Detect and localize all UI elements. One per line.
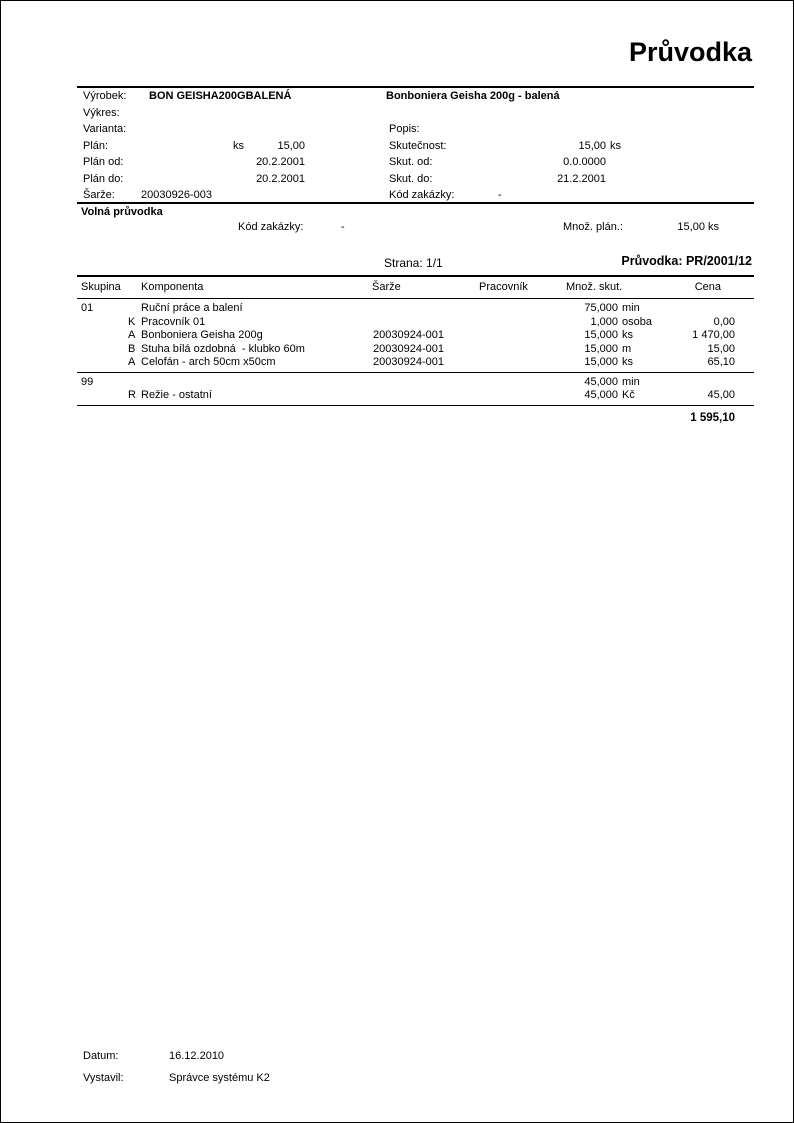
- table-header-row: [77, 277, 754, 299]
- cell-komponenta: Ruční práce a balení: [141, 302, 243, 314]
- header-row-plan: [77, 138, 754, 155]
- cell-skupina: 99: [81, 375, 94, 388]
- plan-label: Plán:: [83, 139, 109, 152]
- header-info-panel: [77, 86, 754, 204]
- report-footer: [77, 1045, 477, 1089]
- cell-mnoz-skut: 45,000: [584, 375, 618, 388]
- cell-mnoz-skut: 1,000: [590, 315, 618, 328]
- cell-jednotka: min: [622, 302, 640, 314]
- components-table: [77, 275, 754, 430]
- skut-do-label: Skut. do:: [389, 172, 433, 185]
- pruvodka-number: Průvodka: PR/2001/12: [621, 254, 752, 268]
- cell-typ: R: [128, 389, 136, 401]
- cell-jednotka: ks: [622, 356, 633, 368]
- varianta-label: Varianta:: [83, 123, 127, 135]
- cell-mnoz-skut: 15,000: [584, 329, 618, 341]
- mnoz-plan-label: Množ. plán.:: [563, 221, 623, 233]
- cell-mnoz-skut: 75,000: [584, 302, 618, 314]
- table-row: [77, 316, 754, 330]
- volna-heading: Volná průvodka: [81, 206, 163, 218]
- cell-komponenta: Stuha bílá ozdobná - klubko 60m: [141, 342, 305, 355]
- cell-typ: A: [128, 329, 136, 341]
- skutecnost-unit: ks: [610, 139, 621, 152]
- cell-jednotka: min: [622, 375, 640, 388]
- footer-row-vystavil: [77, 1067, 477, 1089]
- cell-sarze: 20030924-001: [373, 329, 444, 341]
- cell-typ: B: [128, 342, 136, 355]
- table-total-row: [77, 406, 754, 430]
- table-row: [77, 389, 754, 403]
- footer-row-datum: [77, 1045, 477, 1067]
- cell-typ: K: [128, 315, 136, 328]
- cell-mnoz-skut: 45,000: [584, 389, 618, 401]
- table-group-01: [77, 299, 754, 373]
- report-title: Průvodka: [628, 37, 752, 67]
- meta-row: [77, 251, 754, 275]
- header-row-plan-od: [77, 154, 754, 171]
- table-row: [77, 329, 754, 343]
- col-header-cena: Cena: [694, 281, 721, 293]
- skutecnost-value: 15,00: [578, 139, 606, 152]
- vyrobek-label: Výrobek:: [83, 90, 127, 102]
- cell-komponenta: Celofán - arch 50cm x50cm: [141, 356, 276, 368]
- sarze-label: Šarže:: [83, 189, 115, 201]
- cell-komponenta: Režie - ostatní: [141, 389, 212, 401]
- cell-cena: 15,00: [707, 342, 735, 355]
- datum-label: Datum:: [83, 1050, 119, 1062]
- kod-zakazky-value: -: [498, 189, 502, 201]
- volna-kod-zakazky-label: Kód zakázky:: [238, 221, 304, 233]
- skut-do-value: 21.2.2001: [557, 172, 606, 185]
- cell-jednotka: Kč: [622, 389, 635, 401]
- mnoz-plan-value: 15,00 ks: [677, 221, 719, 233]
- col-header-mnoz-skut: Množ. skut.: [566, 281, 623, 293]
- cell-cena: 0,00: [713, 315, 735, 328]
- vystavil-label: Vystavil:: [83, 1072, 124, 1084]
- volna-detail-row: [77, 219, 754, 236]
- cell-cena: 45,00: [707, 389, 735, 401]
- volna-kod-zakazky-value: -: [341, 221, 345, 233]
- popis-label: Popis:: [389, 123, 420, 135]
- cell-jednotka: m: [622, 342, 632, 355]
- vystavil-value: Správce systému K2: [169, 1072, 270, 1084]
- skut-od-label: Skut. od:: [389, 156, 433, 168]
- cell-mnoz-skut: 15,000: [584, 356, 618, 368]
- col-header-skupina: Skupina: [81, 281, 121, 293]
- cell-cena: 65,10: [707, 356, 735, 368]
- skut-od-value: 0.0.0000: [563, 156, 606, 168]
- cell-komponenta: Bonboniera Geisha 200g: [141, 329, 263, 341]
- header-row-plan-do: [77, 171, 754, 188]
- cell-sarze: 20030924-001: [373, 356, 444, 368]
- plan-do-label: Plán do:: [83, 172, 124, 185]
- table-group-99: [77, 373, 754, 406]
- col-header-komponenta: Komponenta: [141, 281, 204, 293]
- vykres-label: Výkres:: [83, 106, 120, 119]
- cell-komponenta: Pracovník 01: [141, 315, 206, 328]
- header-row-varianta: [77, 121, 754, 138]
- col-header-pracovnik: Pracovník: [479, 281, 528, 293]
- cell-jednotka: osoba: [622, 315, 652, 328]
- plan-od-value: 20.2.2001: [256, 156, 305, 168]
- cell-mnoz-skut: 15,000: [584, 342, 618, 355]
- plan-value: 15,00: [277, 139, 305, 152]
- cell-skupina: 01: [81, 302, 94, 314]
- page-indicator: Strana: 1/1: [384, 256, 443, 270]
- sarze-value: 20030926-003: [141, 189, 212, 201]
- datum-value: 16.12.2010: [169, 1050, 225, 1062]
- skutecnost-label: Skutečnost:: [389, 139, 447, 152]
- table-row: [77, 356, 754, 370]
- product-name: Bonboniera Geisha 200g - balená: [386, 90, 560, 102]
- volna-heading-row: [77, 204, 754, 219]
- cell-cena: 1 470,00: [692, 329, 735, 341]
- col-header-sarze: Šarže: [372, 281, 401, 293]
- header-row-vykres: [77, 105, 754, 122]
- table-row: [77, 343, 754, 357]
- table-row: [77, 376, 754, 390]
- table-row: [77, 302, 754, 316]
- cell-typ: A: [128, 356, 136, 368]
- cell-jednotka: ks: [622, 329, 633, 341]
- total-price: 1 595,10: [690, 411, 735, 424]
- cell-sarze: 20030924-001: [373, 342, 444, 355]
- plan-do-value: 20.2.2001: [256, 172, 305, 185]
- volna-pruvodka-section: [77, 202, 754, 236]
- plan-od-label: Plán od:: [83, 156, 124, 168]
- vyrobek-value: BON GEISHA200GBALENÁ: [149, 90, 292, 102]
- header-row-vyrobek: [77, 88, 754, 105]
- plan-unit: ks: [233, 139, 244, 152]
- kod-zakazky-label: Kód zakázky:: [389, 189, 455, 201]
